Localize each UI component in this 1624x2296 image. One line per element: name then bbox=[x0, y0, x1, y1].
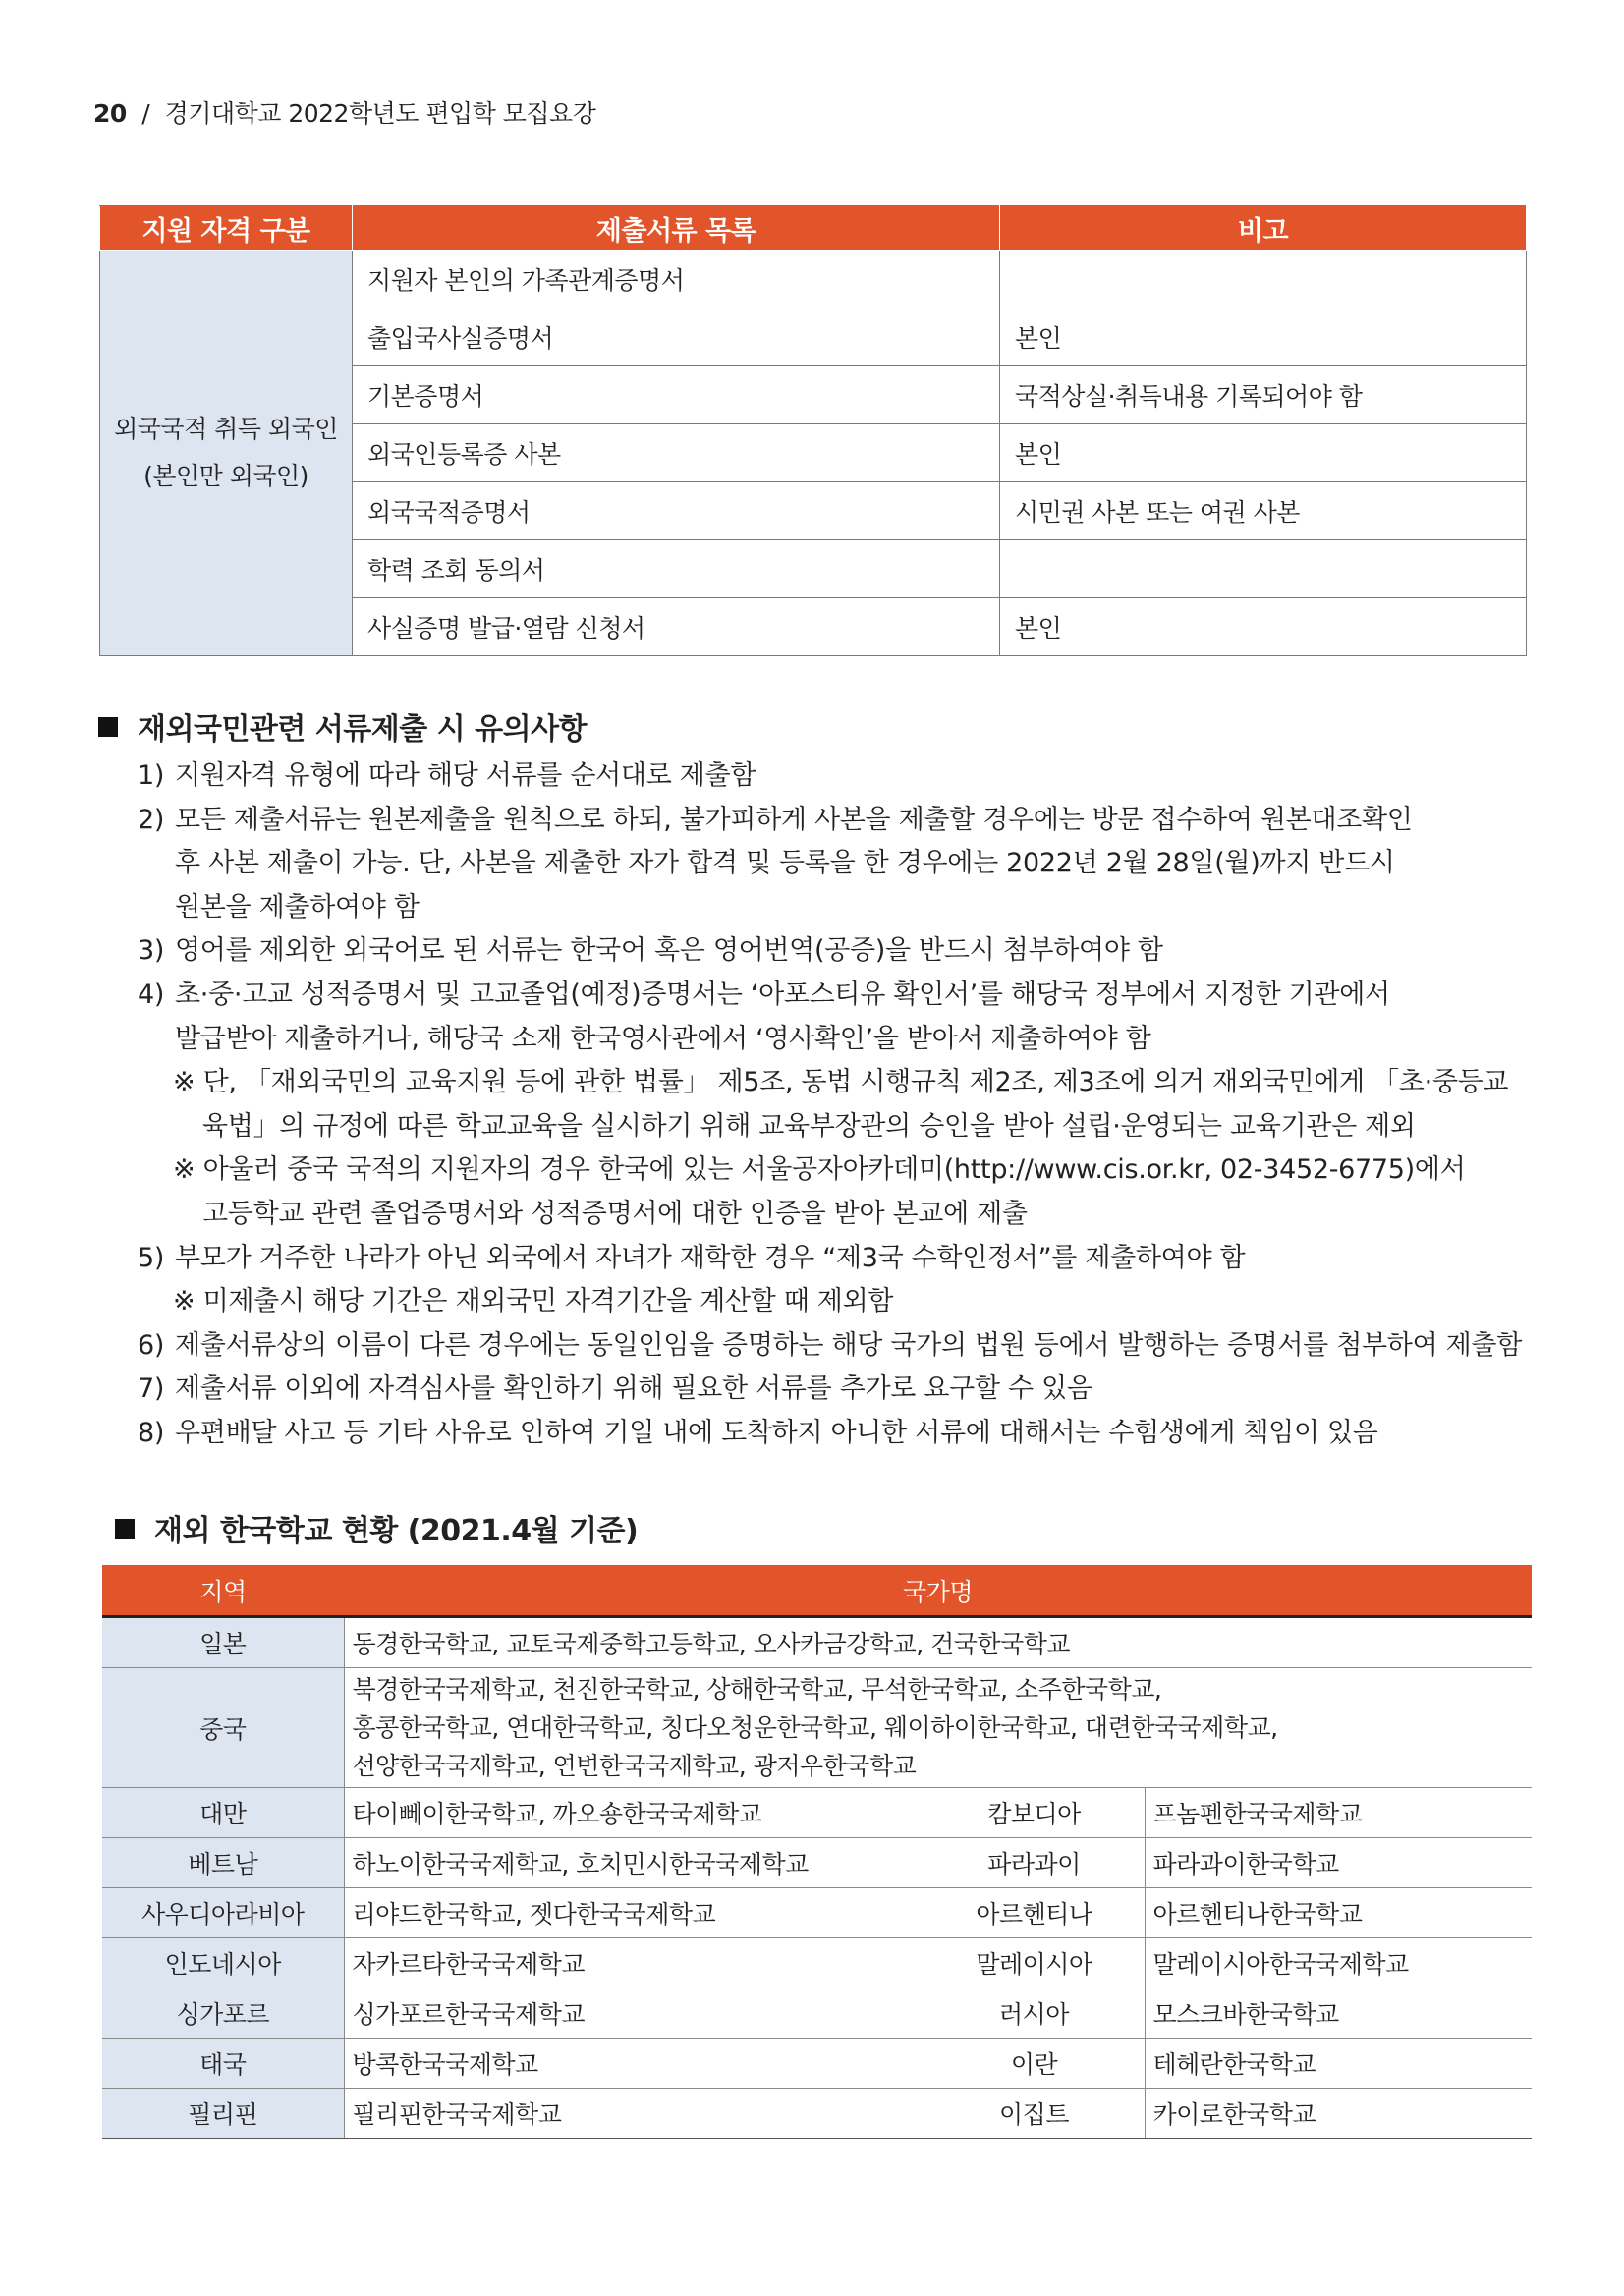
document-note: 본인 bbox=[1000, 424, 1527, 482]
schools-cell: 아르헨티나한국학교 bbox=[1145, 1888, 1532, 1938]
reference-note-continuation bbox=[138, 1105, 1552, 1149]
schools-cell: 자카르타한국국제학교 bbox=[344, 1938, 924, 1988]
table-row bbox=[102, 2039, 1532, 2089]
reference-note bbox=[138, 1148, 1552, 1193]
country-cell: 중국 bbox=[102, 1668, 344, 1788]
item-text: 모든 제출서류는 원본제출을 원칙으로 하되, 불가피하게 사본을 제출할 경우에는 방문 접수하여 원본대조확인 bbox=[175, 804, 1413, 835]
section-title-schools bbox=[115, 1506, 638, 1549]
schools-cell: 타이뻬이한국학교, 까오숑한국국제학교 bbox=[344, 1788, 924, 1838]
schools-cell: 모스크바한국학교 bbox=[1145, 1988, 1532, 2039]
item-text: 후 사본 제출이 가능. 단, 사본을 제출한 자가 합격 및 등록을 한 경우에는 2022년 2월 28일(월)까지 반드시 bbox=[175, 848, 1395, 879]
list-item-continuation bbox=[138, 886, 1552, 930]
country-cell: 싱가포르 bbox=[102, 1988, 344, 2039]
reference-text: ※ 미제출시 해당 기간은 재외국민 자격기간을 계산할 때 제외함 bbox=[173, 1286, 894, 1317]
page-header bbox=[93, 94, 595, 130]
table-row bbox=[102, 1888, 1532, 1938]
table-row bbox=[102, 1668, 1532, 1788]
reference-note bbox=[138, 1061, 1552, 1105]
item-number: 4) bbox=[138, 979, 165, 1010]
country-cell: 러시아 bbox=[924, 1988, 1145, 2039]
item-text: 제출서류상의 이름이 다른 경우에는 동일인임을 증명하는 해당 국가의 법원 등에서 발행하는 증명서를 첨부하여 제출함 bbox=[175, 1329, 1522, 1361]
header-separator: / bbox=[141, 99, 150, 128]
country-cell: 아르헨티나 bbox=[924, 1888, 1145, 1938]
item-number: 2) bbox=[138, 804, 165, 835]
country-cell: 태국 bbox=[102, 2039, 344, 2089]
schools-table-header bbox=[102, 1565, 1532, 1617]
country-cell: 인도네시아 bbox=[102, 1938, 344, 1988]
list-item bbox=[138, 755, 1552, 799]
reference-note bbox=[138, 1280, 1552, 1324]
schools-cell bbox=[344, 1668, 1532, 1788]
document-note: 국적상실·취득내용 기록되어야 함 bbox=[1000, 366, 1527, 424]
header-remarks: 비고 bbox=[1000, 206, 1527, 251]
document-note bbox=[1000, 251, 1527, 308]
document-note: 시민권 사본 또는 여권 사본 bbox=[1000, 482, 1527, 540]
section-title-notes bbox=[98, 704, 587, 748]
list-item bbox=[138, 1324, 1552, 1369]
list-item bbox=[138, 929, 1552, 974]
table-row bbox=[102, 1988, 1532, 2039]
country-cell: 파라과이 bbox=[924, 1838, 1145, 1888]
document-note: 본인 bbox=[1000, 308, 1527, 366]
page-number: 20 bbox=[93, 99, 127, 128]
list-item bbox=[138, 974, 1552, 1018]
square-bullet-icon bbox=[98, 717, 118, 737]
header-country-name: 국가명 bbox=[344, 1565, 1532, 1617]
header-title: 경기대학교 2022학년도 편입학 모집요강 bbox=[164, 99, 596, 128]
schools-cell: 파라과이한국학교 bbox=[1145, 1838, 1532, 1888]
reference-text: ※ 단, 「재외국민의 교육지원 등에 관한 법률」 제5조, 동법 시행규칙 제2조, 제3조에 의거 재외국민에게 「초·중등교 bbox=[173, 1067, 1509, 1098]
schools-line: 선양한국국제학교, 연변한국국제학교, 광저우한국학교 bbox=[352, 1752, 917, 1780]
table-row bbox=[102, 2089, 1532, 2139]
item-number: 5) bbox=[138, 1242, 165, 1273]
category-line: 외국국적 취득 외국인 bbox=[114, 415, 338, 443]
document-note: 본인 bbox=[1000, 598, 1527, 656]
document-name: 사실증명 발급·열람 신청서 bbox=[353, 598, 1000, 656]
document-note bbox=[1000, 540, 1527, 598]
notes-list bbox=[138, 755, 1552, 1456]
korean-schools-table bbox=[102, 1565, 1532, 2139]
schools-cell: 필리핀한국국제학교 bbox=[344, 2089, 924, 2139]
country-cell: 사우디아라비아 bbox=[102, 1888, 344, 1938]
schools-cell: 싱가포르한국국제학교 bbox=[344, 1988, 924, 2039]
schools-cell: 프놈펜한국국제학교 bbox=[1145, 1788, 1532, 1838]
item-number: 3) bbox=[138, 935, 165, 967]
square-bullet-icon bbox=[115, 1519, 135, 1539]
item-number: 1) bbox=[138, 760, 165, 791]
schools-cell: 동경한국학교, 교토국제중학고등학교, 오사카금강학교, 건국한국학교 bbox=[344, 1617, 1532, 1668]
item-number: 7) bbox=[138, 1373, 165, 1405]
item-text: 지원자격 유형에 따라 해당 서류를 순서대로 제출함 bbox=[175, 760, 756, 791]
item-text: 부모가 거주한 나라가 아닌 외국에서 자녀가 재학한 경우 “제3국 수학인정서”를 제출하여야 함 bbox=[175, 1242, 1246, 1273]
table-row bbox=[100, 251, 1527, 308]
country-cell: 캄보디아 bbox=[924, 1788, 1145, 1838]
item-number: 8) bbox=[138, 1417, 165, 1448]
item-text: 원본을 제출하여야 함 bbox=[175, 891, 420, 923]
item-number: 6) bbox=[138, 1329, 165, 1361]
section-title-text: 재외 한국학교 현황 (2021.4월 기준) bbox=[154, 1514, 639, 1548]
reference-note-continuation bbox=[138, 1193, 1552, 1237]
document-name: 외국인등록증 사본 bbox=[353, 424, 1000, 482]
country-cell: 이란 bbox=[924, 2039, 1145, 2089]
schools-cell: 하노이한국국제학교, 호치민시한국국제학교 bbox=[344, 1838, 924, 1888]
list-item bbox=[138, 1412, 1552, 1456]
table-row bbox=[102, 1938, 1532, 1988]
item-text: 제출서류 이외에 자격심사를 확인하기 위해 필요한 서류를 추가로 요구할 수 있음 bbox=[175, 1373, 1092, 1405]
schools-line: 북경한국국제학교, 천진한국학교, 상해한국학교, 무석한국학교, 소주한국학교, bbox=[352, 1675, 1162, 1704]
document-name: 학력 조회 동의서 bbox=[353, 540, 1000, 598]
item-text: 발급받아 제출하거나, 해당국 소재 한국영사관에서 ‘영사확인’을 받아서 제출하여야 함 bbox=[175, 1023, 1151, 1054]
list-item bbox=[138, 799, 1552, 843]
list-item bbox=[138, 1237, 1552, 1281]
list-item-continuation bbox=[138, 1018, 1552, 1062]
documents-table-header bbox=[100, 206, 1527, 251]
qualification-category bbox=[100, 251, 353, 656]
documents-table bbox=[99, 205, 1527, 656]
table-row bbox=[102, 1788, 1532, 1838]
header-qualification: 지원 자격 구분 bbox=[100, 206, 353, 251]
schools-line: 홍콩한국학교, 연대한국학교, 칭다오청운한국학교, 웨이하이한국학교, 대련한국국제학교, bbox=[352, 1713, 1278, 1742]
schools-cell: 방콕한국국제학교 bbox=[344, 2039, 924, 2089]
category-line: (본인만 외국인) bbox=[143, 462, 308, 490]
country-cell: 이집트 bbox=[924, 2089, 1145, 2139]
document-name: 외국국적증명서 bbox=[353, 482, 1000, 540]
reference-text: 육법」의 규정에 따른 학교교육을 실시하기 위해 교육부장관의 승인을 받아 설립·운영되는 교육기관은 제외 bbox=[202, 1110, 1416, 1142]
item-text: 영어를 제외한 외국어로 된 서류는 한국어 혹은 영어번역(공증)을 반드시 첨부하여야 함 bbox=[175, 935, 1163, 967]
schools-cell: 말레이시아한국국제학교 bbox=[1145, 1938, 1532, 1988]
reference-text: ※ 아울러 중국 국적의 지원자의 경우 한국에 있는 서울공자아카데미(http://www.cis.or.kr, 02-3452-6775)에서 bbox=[173, 1154, 1466, 1186]
schools-cell: 테헤란한국학교 bbox=[1145, 2039, 1532, 2089]
country-cell: 베트남 bbox=[102, 1838, 344, 1888]
schools-cell: 카이로한국학교 bbox=[1145, 2089, 1532, 2139]
country-cell: 말레이시아 bbox=[924, 1938, 1145, 1988]
country-cell: 필리핀 bbox=[102, 2089, 344, 2139]
reference-text: 고등학교 관련 졸업증명서와 성적증명서에 대한 인증을 받아 본교에 제출 bbox=[202, 1198, 1028, 1229]
table-row bbox=[102, 1838, 1532, 1888]
country-cell: 대만 bbox=[102, 1788, 344, 1838]
document-name: 기본증명서 bbox=[353, 366, 1000, 424]
list-item bbox=[138, 1368, 1552, 1412]
document-name: 지원자 본인의 가족관계증명서 bbox=[353, 251, 1000, 308]
item-text: 초·중·고교 성적증명서 및 고교졸업(예정)증명서는 ‘아포스티유 확인서’를 해당국 정부에서 지정한 기관에서 bbox=[175, 979, 1390, 1010]
country-cell: 일본 bbox=[102, 1617, 344, 1668]
list-item-continuation bbox=[138, 842, 1552, 886]
section-title-text: 재외국민관련 서류제출 시 유의사항 bbox=[138, 712, 588, 747]
schools-cell: 리야드한국학교, 젯다한국국제학교 bbox=[344, 1888, 924, 1938]
header-region: 지역 bbox=[102, 1565, 344, 1617]
table-row bbox=[102, 1617, 1532, 1668]
document-name: 출입국사실증명서 bbox=[353, 308, 1000, 366]
item-text: 우편배달 사고 등 기타 사유로 인하여 기일 내에 도착하지 아니한 서류에 대해서는 수험생에게 책임이 있음 bbox=[175, 1417, 1378, 1448]
header-document-list: 제출서류 목록 bbox=[353, 206, 1000, 251]
